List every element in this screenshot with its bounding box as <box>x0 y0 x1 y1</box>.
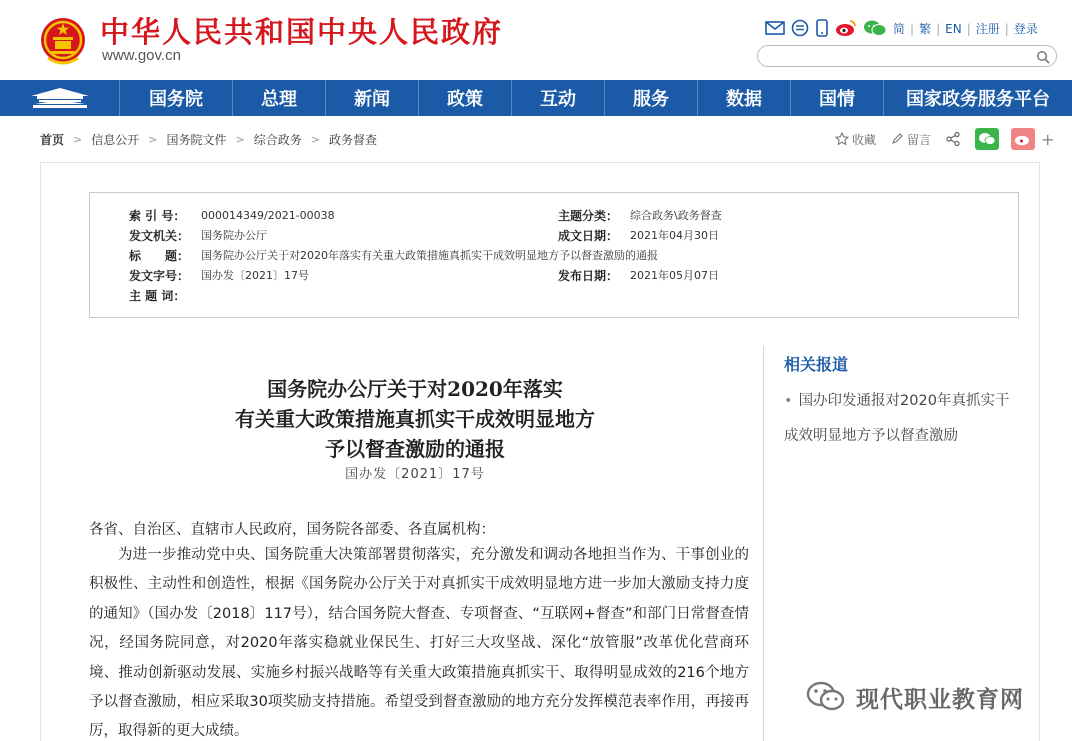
nav-home-button[interactable] <box>0 80 120 116</box>
nav-item-data[interactable]: 数据 <box>698 80 791 116</box>
wechat-icon[interactable] <box>863 19 887 37</box>
share-button[interactable] <box>945 131 961 147</box>
issuer-value: 国务院办公厅 <box>201 229 267 242</box>
keywords-label: 主 题 词： <box>129 288 186 303</box>
comment-label: 留言 <box>907 132 932 147</box>
email-icon[interactable] <box>765 20 785 36</box>
chevron-right-icon: > <box>73 133 83 146</box>
related-report-link[interactable] <box>784 384 1014 454</box>
watermark <box>806 680 1024 714</box>
wechat-logo-icon <box>806 680 846 714</box>
pub-date-value: 2021年05月07日 <box>630 269 719 282</box>
breadcrumb-state-council-docs[interactable]: 国务院文件 <box>166 133 227 147</box>
search-icon[interactable] <box>1036 49 1050 68</box>
nav-item-service-platform[interactable]: 国家政务服务平台 <box>906 89 1050 110</box>
pub-date-label: 发布日期： <box>558 268 619 283</box>
separator: | <box>1004 21 1009 36</box>
nav-item-news[interactable]: 新闻 <box>326 80 419 116</box>
breadcrumb <box>40 131 377 148</box>
info-row-title <box>129 246 658 264</box>
nav-item-services[interactable]: 服务 <box>605 80 698 116</box>
nav-item-national-conditions[interactable]: 国情 <box>791 80 884 116</box>
article-title <box>90 374 740 464</box>
nav-item-policy[interactable]: 政策 <box>419 80 512 116</box>
mobile-icon[interactable] <box>815 19 829 37</box>
pencil-icon <box>890 132 904 146</box>
category-label: 主题分类： <box>558 208 619 223</box>
info-row-index <box>129 206 335 224</box>
article-salutation: 各省、自治区、直辖市人民政府，国务院各部委、各直属机构： <box>89 522 495 538</box>
related-report-text: 国办印发通报对2020年真抓实干成效明显地方予以督查激励 <box>784 393 1010 444</box>
issuer-label: 发文机关： <box>129 228 190 243</box>
title-label: 标 题： <box>129 248 190 263</box>
star-icon <box>835 132 849 146</box>
share-wechat-button[interactable] <box>975 128 999 150</box>
related-reports-heading: 相关报道 <box>784 355 849 374</box>
article-title-line: 有关重大政策措施真抓实干成效明显地方 <box>235 407 595 431</box>
link-traditional[interactable]: 繁 <box>919 22 932 36</box>
link-simplified[interactable]: 简 <box>893 22 906 36</box>
document-info-table <box>89 192 1019 318</box>
info-row-pub-date <box>558 266 719 284</box>
breadcrumb-supervision[interactable]: 政务督查 <box>328 133 377 147</box>
info-row-category <box>558 206 722 224</box>
article-body <box>89 541 749 741</box>
site-url[interactable]: www.gov.cn <box>102 47 181 64</box>
index-value: 000014349/2021-00038 <box>201 208 335 222</box>
weibo-icon[interactable] <box>835 19 857 37</box>
breadcrumb-home[interactable]: 首页 <box>40 133 65 147</box>
doc-no-value: 国办发〔2021〕17号 <box>201 269 309 282</box>
separator: | <box>910 21 915 36</box>
link-login[interactable]: 登录 <box>1013 22 1038 36</box>
favorite-label: 收藏 <box>852 132 877 147</box>
info-row-keywords <box>129 286 201 304</box>
share-weibo-button[interactable] <box>1011 128 1035 150</box>
chevron-right-icon: > <box>310 133 320 146</box>
article-doc-number: 国办发〔2021〕17号 <box>345 467 485 482</box>
watermark-text: 现代职业教育网 <box>856 686 1024 713</box>
national-emblem-icon[interactable] <box>40 14 86 66</box>
date-made-label: 成文日期： <box>558 228 619 243</box>
separator: | <box>966 21 971 36</box>
info-row-issuer <box>129 226 267 244</box>
site-header <box>0 0 1072 80</box>
nav-item-premier[interactable]: 总理 <box>233 80 326 116</box>
main-navigation <box>0 80 1072 116</box>
tiananmen-icon <box>27 86 93 110</box>
chevron-right-icon: > <box>235 133 245 146</box>
article-tools <box>835 128 1054 150</box>
weibo-icon <box>1014 132 1032 146</box>
share-icon <box>945 131 961 147</box>
plus-icon[interactable]: + <box>1041 129 1055 149</box>
info-row-doc-no <box>129 266 309 284</box>
info-row-date-made <box>558 226 719 244</box>
wechat-icon <box>978 132 996 146</box>
site-title[interactable]: 中华人民共和国中央人民政府 <box>100 15 504 49</box>
article-paragraph: 为进一步推动党中央、国务院重大决策部署贯彻落实，充分激发和调动各地担当作为、干事创业的积极性、主动性和创造性，根据《国务院办公厅关于对真抓实干成效明显地方进一步加大激励支持力度的通知》（国办发〔2018〕117号），结合国务院大督查、专项督查、“互联网+督查”和部门日常督查情况，经国务院同意，对2020年落实稳就业保民生、打好三大攻坚战、深化“放管服”改革优化营商环境、推动创新驱动发展、实施乡村振兴战略等有关重大政策措施真抓实干、取得明显成效的216个地方予以督查激励，相应采取30项奖励支持措施。希望受到督查激励的地方充分发挥模范表率作用，再接再厉，取得新的更大成绩。 <box>89 547 749 740</box>
nav-item-state-council[interactable]: 国务院 <box>120 80 233 116</box>
category-value: 综合政务\政务督查 <box>630 209 722 222</box>
nav-item-interaction[interactable]: 互动 <box>512 80 605 116</box>
title-value: 国务院办公厅关于对2020年落实有关重大政策措施真抓实干成效明显地方予以督查激励的通报 <box>201 249 658 262</box>
link-register[interactable]: 注册 <box>975 22 1000 36</box>
search-input[interactable] <box>757 45 1057 67</box>
separator: | <box>936 21 941 36</box>
link-english[interactable]: EN <box>945 21 962 36</box>
doc-no-label: 发文字号： <box>129 268 190 283</box>
top-icon-bar <box>765 19 887 37</box>
bullet-icon: • <box>784 393 793 409</box>
article-title-line: 国务院办公厅关于对2020年落实 <box>267 377 563 401</box>
message-icon[interactable] <box>791 19 809 37</box>
language-account-links <box>893 20 1038 37</box>
index-label: 索 引 号： <box>129 208 186 223</box>
chevron-right-icon: > <box>148 133 158 146</box>
breadcrumb-info-disclosure[interactable]: 信息公开 <box>91 133 140 147</box>
comment-button[interactable] <box>890 131 931 148</box>
breadcrumb-general-affairs[interactable]: 综合政务 <box>253 133 302 147</box>
article-title-line: 予以督查激励的通报 <box>325 437 505 461</box>
favorite-button[interactable] <box>835 131 876 148</box>
date-made-value: 2021年04月30日 <box>630 229 719 242</box>
